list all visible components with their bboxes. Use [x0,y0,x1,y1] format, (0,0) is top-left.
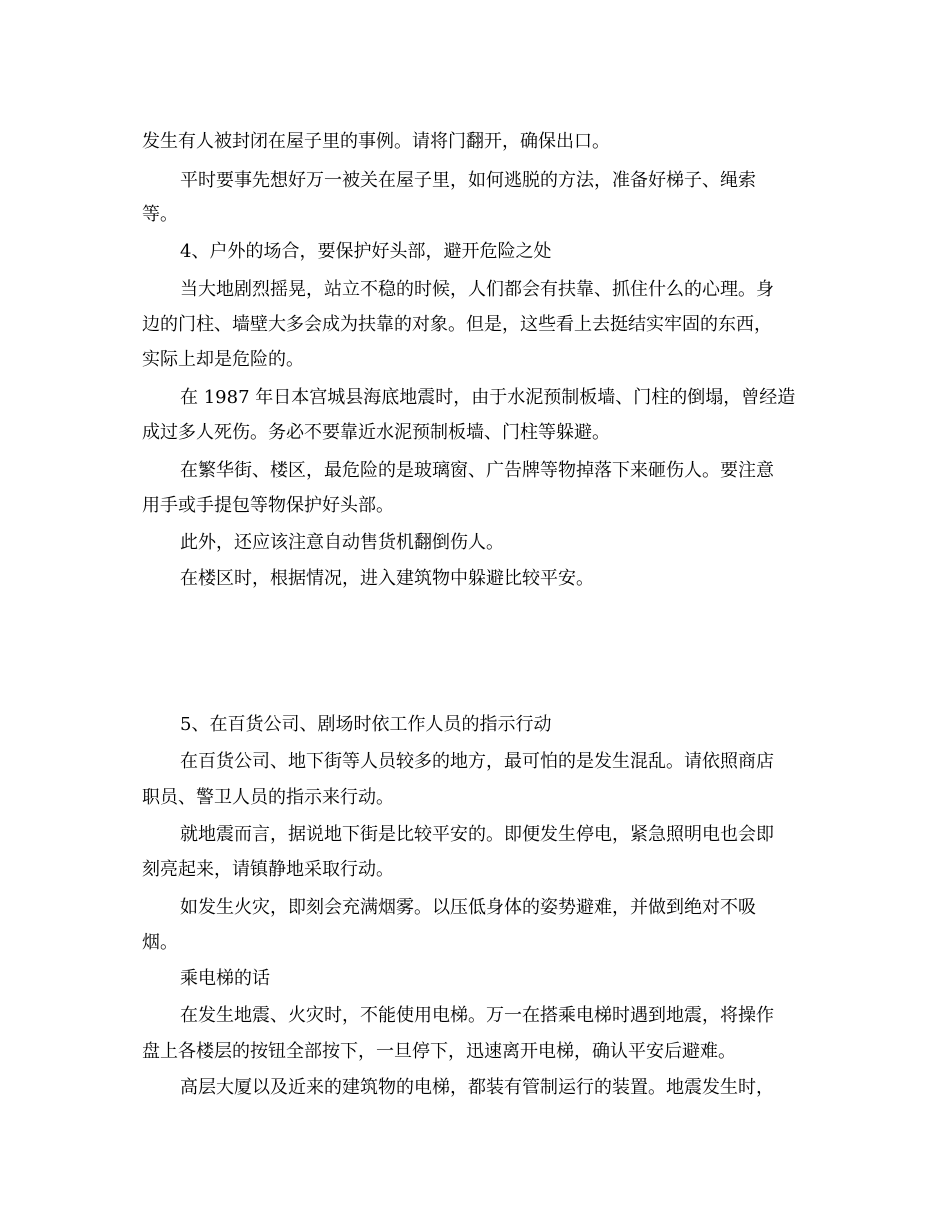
text-line: 高层大厦以及近来的建筑物的电梯，都装有管制运行的装置。地震发生时， [180,1077,774,1098]
text-line: 刻亮起来，请镇静地采取行动。 [142,859,394,880]
text-line: 边的门柱、墙壁大多会成为扶靠的对象。但是，这些看上去挺结实牢固的东西， [142,314,772,335]
text-line: 用手或手提包等物保护好头部。 [142,495,394,516]
text-line: 平时要事先想好万一被关在屋子里，如何逃脱的方法，准备好梯子、绳索 [180,170,756,191]
text-line: 在百货公司、地下街等人员较多的地方，最可怕的是发生混乱。请依照商店 [180,751,774,772]
subheading: 乘电梯的话 [180,968,270,989]
text-line: 在 1987 年日本宫城县海底地震时，由于水泥预制板墙、门柱的倒塌，曾经造 [180,387,796,408]
text-line: 在楼区时，根据情况，进入建筑物中躲避比较平安。 [180,568,594,589]
text-line: 发生有人被封闭在屋子里的事例。请将门翻开，确保出口。 [142,131,610,152]
section-heading: 5、在百货公司、剧场时依工作人员的指示行动 [180,714,552,735]
text-line: 职员、警卫人员的指示来行动。 [142,787,394,808]
section-heading: 4、户外的场合，要保护好头部，避开危险之处 [180,241,552,262]
text-line: 如发生火灾，即刻会充满烟雾。以压低身体的姿势避难，并做到绝对不吸 [180,897,756,918]
text-line: 成过多人死伤。务必不要靠近水泥预制板墙、门柱等躲避。 [142,422,610,443]
text-line: 当大地剧烈摇晃，站立不稳的时候，人们都会有扶靠、抓住什么的心理。身 [180,279,774,300]
text-line: 此外，还应该注意自动售货机翻倒伤人。 [180,532,504,553]
text-line: 就地震而言，据说地下街是比较平安的。即便发生停电，紧急照明电也会即 [180,824,774,845]
text-line: 等。 [142,204,178,225]
text-line: 在发生地震、火灾时，不能使用电梯。万一在搭乘电梯时遇到地震，将操作 [180,1005,774,1026]
text-line: 盘上各楼层的按钮全部按下，一旦停下，迅速离开电梯，确认平安后避难。 [142,1041,736,1062]
text-line: 烟。 [142,932,178,953]
text-line: 实际上却是危险的。 [142,349,304,370]
text-line: 在繁华街、楼区，最危险的是玻璃窗、广告牌等物掉落下来砸伤人。要注意 [180,460,774,481]
